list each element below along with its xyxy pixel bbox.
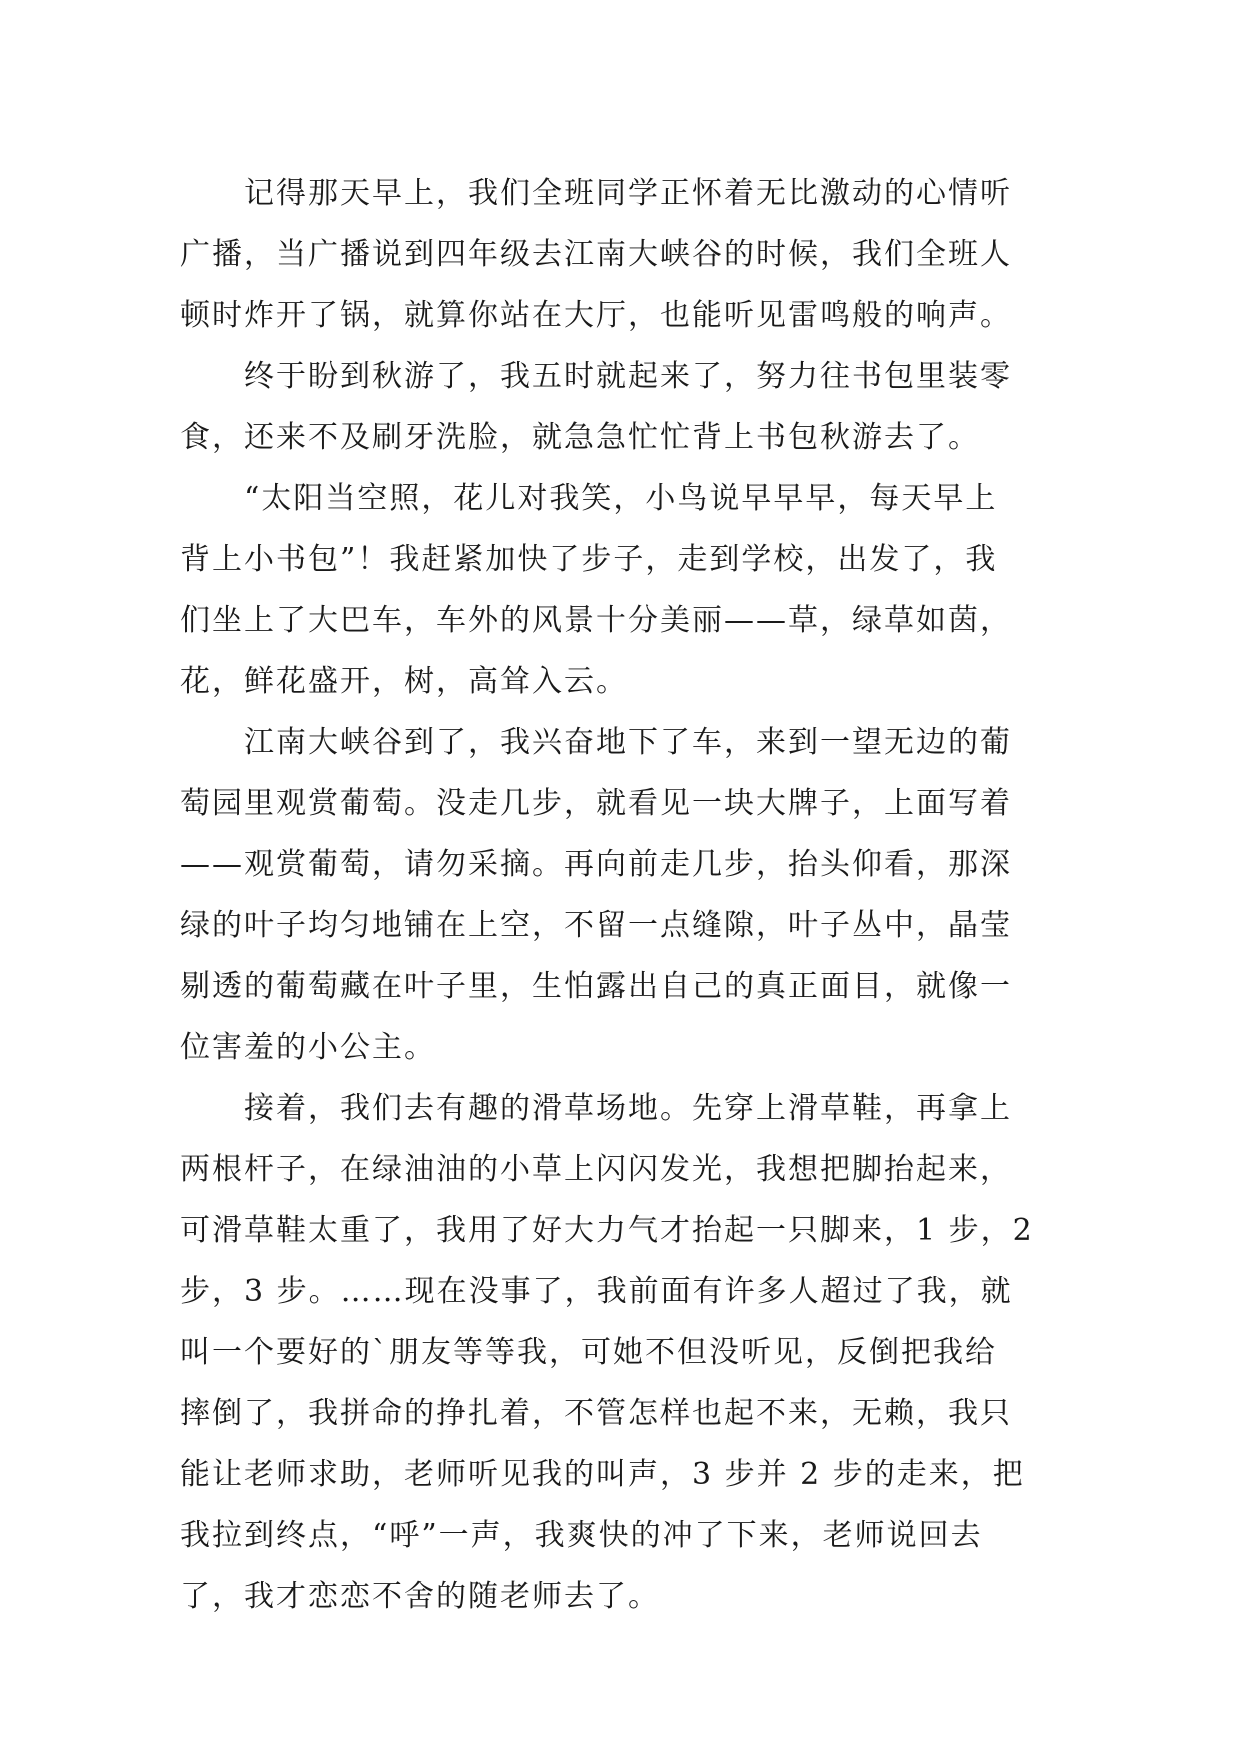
paragraph-line: 位害羞的小公主。: [180, 1030, 436, 1065]
paragraph-line: 江南大峡谷到了，我兴奋地下了车，来到一望无边的葡: [180, 725, 1012, 760]
paragraph-line: “太阳当空照，花儿对我笑，小鸟说早早早，每天早上: [180, 481, 998, 516]
paragraph-line: 顿时炸开了锅，就算你站在大厅，也能听见雷鸣般的响声。: [180, 298, 1012, 333]
paragraph-line: 接着，我们去有趣的滑草场地。先穿上滑草鞋，再拿上: [180, 1091, 1012, 1126]
paragraph-line: 萄园里观赏葡萄。没走几步，就看见一块大牌子，上面写着: [180, 786, 1012, 821]
paragraph-line: 广播，当广播说到四年级去江南大峡谷的时候，我们全班人: [180, 237, 1012, 272]
paragraph-line: 花，鲜花盛开，树，高耸入云。: [180, 664, 628, 699]
paragraph-line: 步，3 步。……现在没事了，我前面有许多人超过了我，就: [180, 1274, 1013, 1309]
paragraph-line: 记得那天早上，我们全班同学正怀着无比激动的心情听: [180, 176, 1012, 211]
paragraph-line: 背上小书包”！我赶紧加快了步子，走到学校，出发了，我: [180, 542, 998, 577]
paragraph-line: 们坐上了大巴车，车外的风景十分美丽——草，绿草如茵，: [180, 603, 1012, 638]
paragraph-line: 能让老师求助，老师听见我的叫声，3 步并 2 步的走来，把: [180, 1457, 1025, 1492]
essay-body: [180, 163, 1080, 1627]
paragraph-line: ——观赏葡萄，请勿采摘。再向前走几步，抬头仰看，那深: [180, 847, 1012, 882]
paragraph-2: [180, 346, 1080, 468]
paragraph-line: 两根杆子，在绿油油的小草上闪闪发光，我想把脚抬起来，: [180, 1152, 1012, 1187]
paragraph-line: 绿的叶子均匀地铺在上空，不留一点缝隙，叶子丛中，晶莹: [180, 908, 1012, 943]
paragraph-line: 叫一个要好的`朋友等等我，可她不但没听见，反倒把我给: [180, 1335, 997, 1370]
paragraph-line: 我拉到终点，“呼”一声，我爽快的冲了下来，老师说回去: [180, 1518, 983, 1553]
paragraph-line: 剔透的葡萄藏在叶子里，生怕露出自己的真正面目，就像一: [180, 969, 1012, 1004]
paragraph-5: [180, 1078, 1080, 1627]
paragraph-4: [180, 712, 1080, 1078]
paragraph-line: 可滑草鞋太重了，我用了好大力气才抬起一只脚来，1 步，2: [180, 1213, 1034, 1248]
paragraph-line: 摔倒了，我拼命的挣扎着，不管怎样也起不来，无赖，我只: [180, 1396, 1012, 1431]
paragraph-1: [180, 163, 1080, 346]
paragraph-3: [180, 468, 1080, 712]
paragraph-line: 了，我才恋恋不舍的随老师去了。: [180, 1579, 660, 1614]
paragraph-line: 食，还来不及刷牙洗脸，就急急忙忙背上书包秋游去了。: [180, 420, 980, 455]
paragraph-line: 终于盼到秋游了，我五时就起来了，努力往书包里装零: [180, 359, 1012, 394]
